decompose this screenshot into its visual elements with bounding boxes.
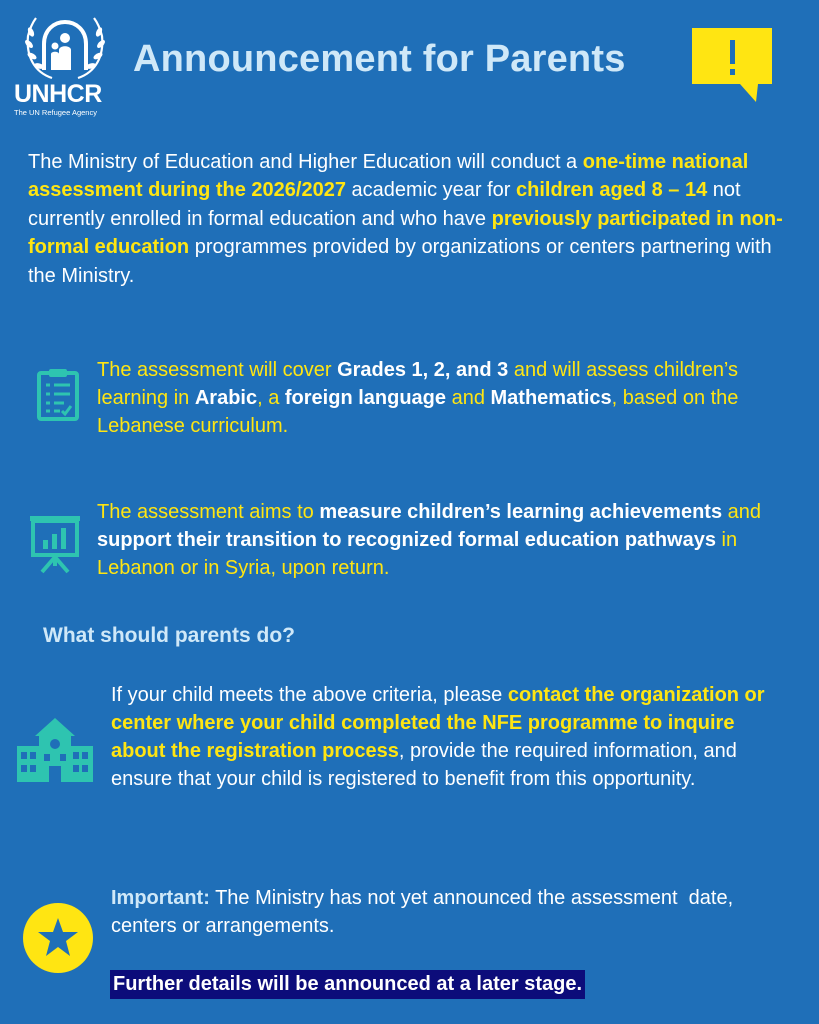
aims-bold: support their transition to recognized formal education pathways bbox=[97, 529, 716, 551]
parents-heading: What should parents do? bbox=[43, 624, 295, 647]
aims-paragraph bbox=[97, 498, 807, 582]
page-title: Announcement for Parents bbox=[133, 38, 626, 80]
presentation-chart-icon bbox=[28, 514, 82, 574]
unhcr-emblem-icon bbox=[22, 14, 108, 82]
parents-highlight: contact the organization or center where your child completed the NFE programme to inquire about the registration process bbox=[111, 684, 765, 762]
intro-highlight: previously participated in non-formal education bbox=[28, 207, 783, 259]
intro-paragraph bbox=[28, 148, 788, 290]
coverage-text: and will assess children’s learning in bbox=[97, 359, 739, 409]
footer-notice: Further details will be announced at a later stage. bbox=[110, 970, 585, 999]
aims-bold: measure children’s learning achievements bbox=[319, 501, 723, 523]
coverage-text: , a bbox=[257, 387, 285, 409]
checklist-clipboard-icon bbox=[36, 367, 80, 421]
coverage-bold: Mathematics bbox=[490, 387, 612, 409]
parents-text: , provide the required information, and ensure that your child is registered to benefit from this opportunity. bbox=[111, 740, 737, 790]
coverage-text: and bbox=[446, 387, 491, 409]
coverage-text: , based on the Lebanese curriculum. bbox=[97, 387, 739, 437]
school-building-icon bbox=[15, 716, 95, 782]
important-text: The Ministry has not yet announced the assessment date, centers or arrangements. bbox=[111, 887, 739, 937]
parents-text: If your child meets the above criteria, please bbox=[111, 684, 508, 706]
coverage-paragraph bbox=[97, 356, 797, 440]
intro-highlight: children aged 8 – 14 bbox=[516, 179, 708, 202]
logo-tagline: The UN Refugee Agency bbox=[14, 108, 97, 117]
intro-text: programmes provided by organizations or centers partnering with the Ministry. bbox=[28, 236, 772, 287]
coverage-text: The assessment will cover bbox=[97, 359, 338, 381]
coverage-bold: Arabic bbox=[194, 387, 258, 409]
coverage-bold: Grades 1, 2, and 3 bbox=[337, 359, 509, 381]
aims-text: in Lebanon or in Syria, upon return. bbox=[97, 529, 738, 579]
important-paragraph bbox=[111, 884, 771, 940]
coverage-bold: foreign language bbox=[284, 387, 447, 409]
unhcr-logo bbox=[14, 14, 119, 117]
alert-speech-bubble-icon bbox=[690, 26, 776, 106]
intro-highlight: one-time national assessment during the 2026/2027 bbox=[28, 151, 749, 202]
aims-text: The assessment aims to bbox=[97, 501, 320, 523]
important-label: Important: bbox=[111, 887, 210, 909]
intro-text: academic year for bbox=[345, 179, 517, 202]
intro-text: not currently enrolled in formal education and who have bbox=[28, 179, 741, 230]
aims-text: and bbox=[722, 501, 762, 523]
star-icon bbox=[22, 902, 94, 974]
parents-paragraph bbox=[111, 681, 771, 793]
logo-name: UNHCR bbox=[14, 80, 102, 108]
intro-text: The Ministry of Education and Higher Education will conduct a bbox=[28, 151, 583, 173]
